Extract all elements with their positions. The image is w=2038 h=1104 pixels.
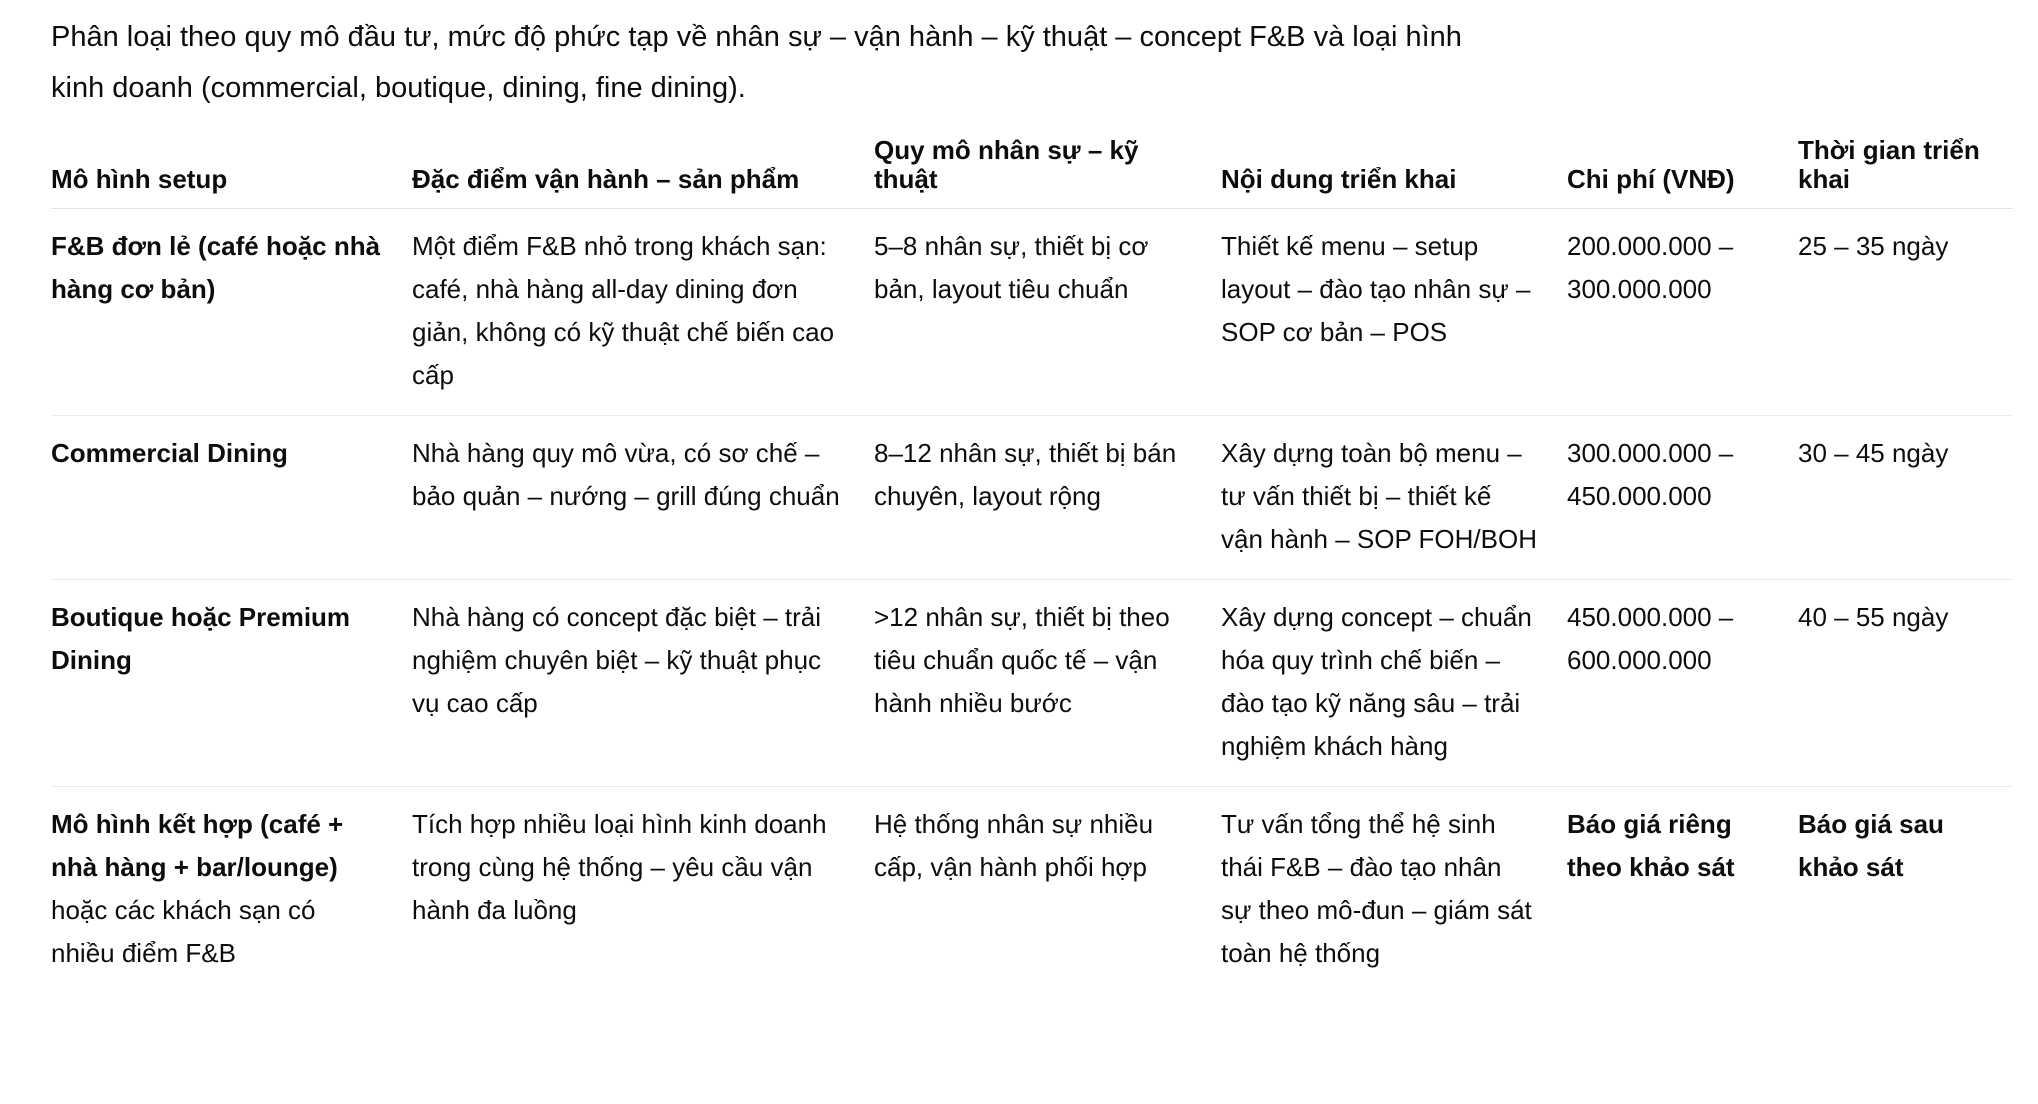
cell-staffing: Hệ thống nhân sự nhiều cấp, vận hành phối hợp [874,809,1154,882]
model-name: Commercial Dining [51,438,288,468]
table-row [51,209,2013,416]
header-cost: Chi phí (VNĐ) [1567,132,1798,209]
table-row [51,787,2013,994]
cell-content: Thiết kế menu – setup layout – đào tạo nhân sự – SOP cơ bản – POS [1221,209,1567,416]
cell-time: 40 – 55 ngày [1798,580,2013,787]
cell-features: Nhà hàng quy mô vừa, có sơ chế – bảo quản – nướng – grill đúng chuẩn [412,416,874,580]
cell-time: 30 – 45 ngày [1798,416,2013,580]
cell-features: Nhà hàng có concept đặc biệt – trải nghiệm chuyên biệt – kỹ thuật phục vụ cao cấp [412,580,874,787]
cell-staffing: >12 nhân sự, thiết bị theo tiêu chuẩn quốc tế – vận hành nhiều bước [874,580,1221,787]
model-name: F&B đơn lẻ (café hoặc nhà hàng cơ bản) [51,231,381,304]
cell-model [51,416,412,580]
header-content: Nội dung triển khai [1221,132,1567,209]
header-staffing: Quy mô nhân sự – kỹ thuật [874,132,1221,209]
cell-cost: Báo giá riêng theo khảo sát [1567,809,1735,882]
header-features: Đặc điểm vận hành – sản phẩm [412,132,874,209]
cell-content: Xây dựng concept – chuẩn hóa quy trình chế biến – đào tạo kỹ năng sâu – trải nghiệm khách hàng [1221,580,1567,787]
setup-pricing-table [51,132,2013,993]
cell-content: Tư vấn tổng thể hệ sinh thái F&B – đào tạo nhân sự theo mô-đun – giám sát toàn hệ thống [1221,809,1532,968]
intro-paragraph: Phân loại theo quy mô đầu tư, mức độ phức tạp về nhân sự – vận hành – kỹ thuật – concept F&B và loại hình kinh doanh (commercial, boutique, dining, fine dining). [51,21,1462,104]
header-model: Mô hình setup [51,132,412,209]
cell-features: Một điểm F&B nhỏ trong khách sạn: café, nhà hàng all-day dining đơn giản, không có kỹ thuật chế biến cao cấp [412,209,874,416]
table-row [51,416,2013,580]
cell-time: 25 – 35 ngày [1798,209,2013,416]
cell-cost: 200.000.000 – 300.000.000 [1567,209,1798,416]
cell-time: Báo giá sau khảo sát [1798,809,1944,882]
cell-features: Tích hợp nhiều loại hình kinh doanh trong cùng hệ thống – yêu cầu vận hành đa luồng [412,809,827,925]
header-time: Thời gian triển khai [1798,132,2013,209]
cell-cost: 300.000.000 – 450.000.000 [1567,416,1798,580]
cell-cost: 450.000.000 – 600.000.000 [1567,580,1798,787]
model-name: Mô hình kết hợp (café + nhà hàng + bar/lounge) [51,809,344,882]
model-name: Boutique hoặc Premium Dining [51,602,351,675]
cell-staffing: 5–8 nhân sự, thiết bị cơ bản, layout tiêu chuẩn [874,209,1221,416]
model-name-extra: hoặc các khách sạn có nhiều điểm F&B [51,895,316,968]
cell-content: Xây dựng toàn bộ menu – tư vấn thiết bị – thiết kế vận hành – SOP FOH/BOH [1221,416,1567,580]
cell-model [51,787,412,994]
cell-model [51,209,412,416]
table-header-row [51,132,2013,209]
cell-staffing: 8–12 nhân sự, thiết bị bán chuyên, layout rộng [874,416,1221,580]
table-row [51,580,2013,787]
cell-model [51,580,412,787]
